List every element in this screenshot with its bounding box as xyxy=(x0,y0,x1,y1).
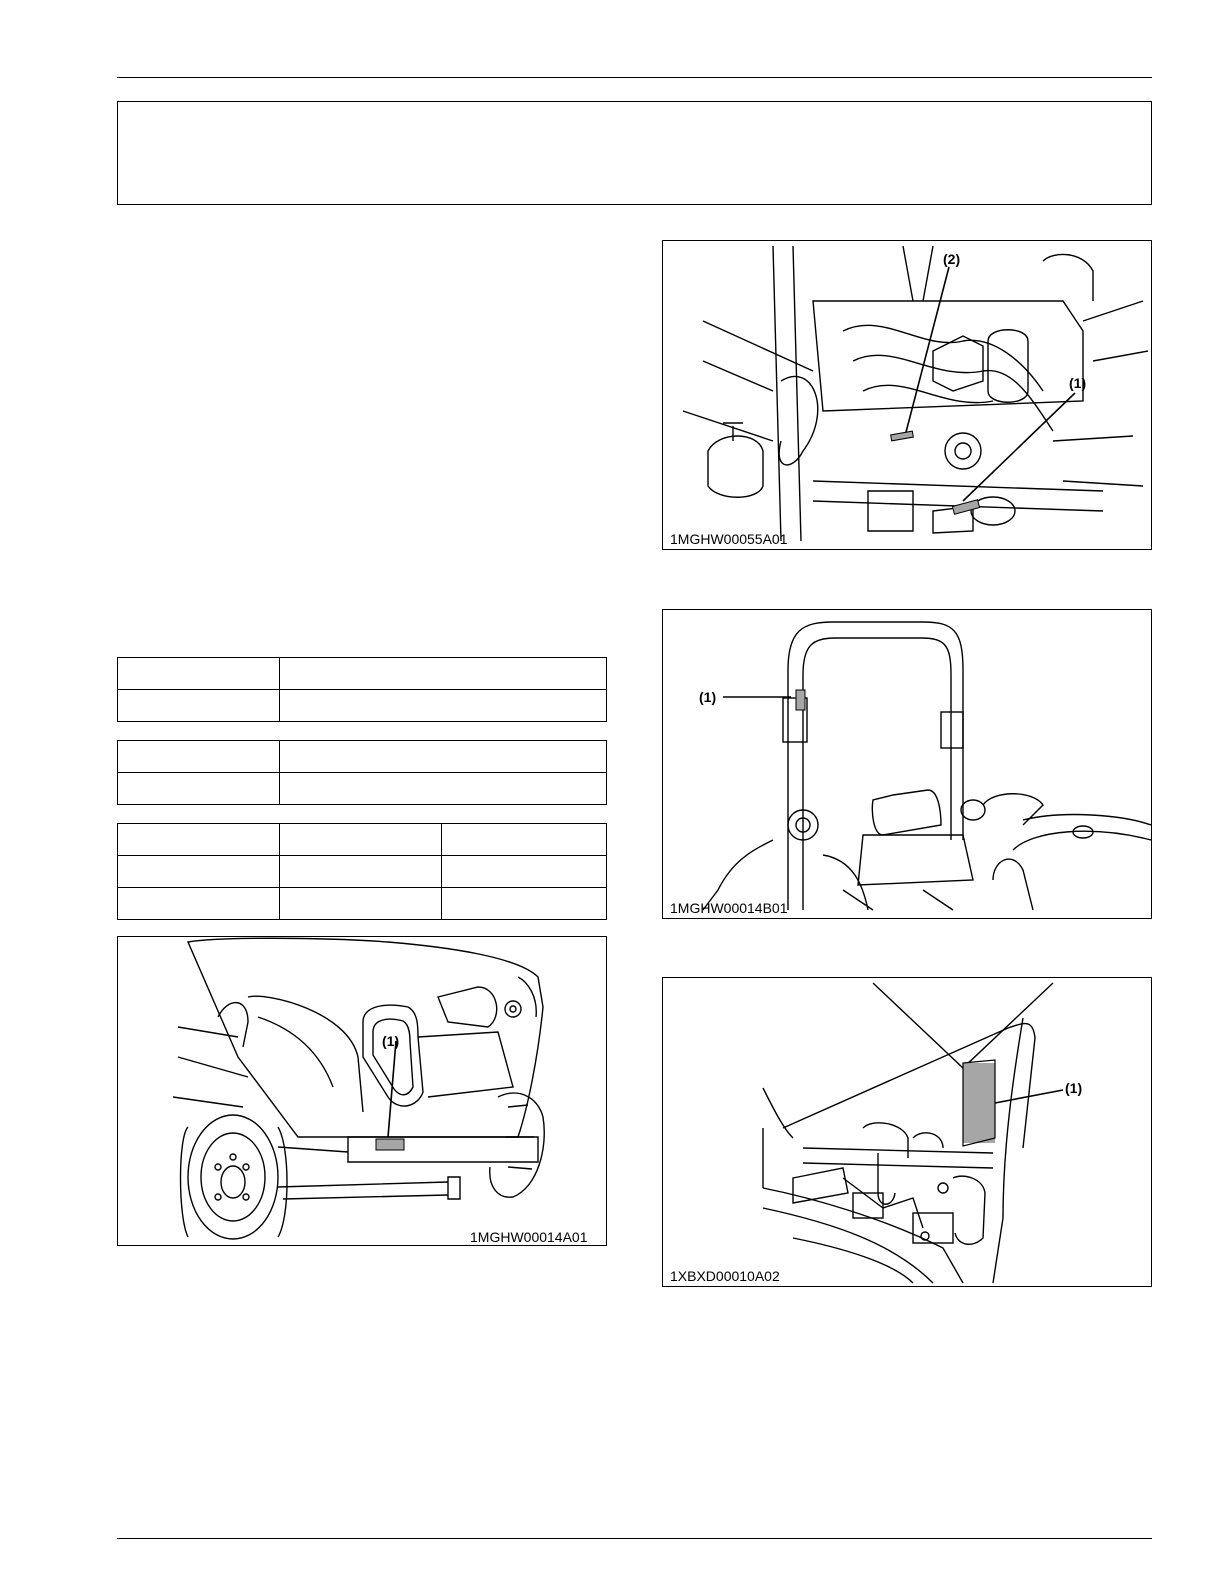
table-cell xyxy=(118,690,280,722)
label-marker-1 xyxy=(796,690,805,710)
figure-id: 1XBXD00010A02 xyxy=(670,1268,780,1284)
callout-2: (2) xyxy=(943,251,961,267)
label-marker-2 xyxy=(891,431,914,441)
figure-open-hood xyxy=(662,977,1152,1287)
table-1 xyxy=(117,657,607,722)
label-marker-1 xyxy=(952,500,979,514)
table-cell xyxy=(280,856,442,888)
table-row xyxy=(118,690,607,722)
tractor-front-hood-illustration-icon xyxy=(118,937,606,1245)
table-cell xyxy=(442,824,607,856)
figure-tractor-front xyxy=(117,936,607,1246)
table-row xyxy=(118,658,607,690)
table-row xyxy=(118,888,607,920)
figure-rops-seat xyxy=(662,609,1152,919)
table-row xyxy=(118,773,607,805)
table-cell xyxy=(118,824,280,856)
table-row xyxy=(118,856,607,888)
figure-engine-fuel-filter xyxy=(662,240,1152,550)
table-cell xyxy=(118,856,280,888)
table-row xyxy=(118,824,607,856)
header-rule xyxy=(117,77,1152,78)
table-cell xyxy=(280,824,442,856)
figure-id: 1MGHW00014A01 xyxy=(470,1229,588,1245)
figure-id: 1MGHW00055A01 xyxy=(670,531,788,547)
table-cell xyxy=(280,741,607,773)
callout-1: (1) xyxy=(1065,1080,1083,1096)
callout-1: (1) xyxy=(699,689,717,705)
table-cell xyxy=(280,690,607,722)
table-2 xyxy=(117,740,607,805)
rops-seat-illustration-icon xyxy=(663,610,1151,918)
table-cell xyxy=(118,658,280,690)
table-cell xyxy=(118,773,280,805)
table-cell xyxy=(280,658,607,690)
notice-box xyxy=(117,101,1152,205)
callout-1: (1) xyxy=(1069,375,1087,391)
table-cell xyxy=(442,888,607,920)
figure-id: 1MGHW00014B01 xyxy=(670,900,788,916)
callout-1: (1) xyxy=(382,1033,400,1049)
table-3 xyxy=(117,823,607,920)
open-hood-engine-illustration-icon xyxy=(663,978,1151,1286)
table-row xyxy=(118,741,607,773)
label-marker-1 xyxy=(376,1139,404,1150)
footer-rule xyxy=(117,1538,1152,1539)
table-cell xyxy=(280,888,442,920)
table-cell xyxy=(118,888,280,920)
engine-fuel-filter-illustration-icon xyxy=(663,241,1151,549)
table-cell xyxy=(118,741,280,773)
table-cell xyxy=(280,773,607,805)
table-cell xyxy=(442,856,607,888)
label-marker-1 xyxy=(963,1063,995,1143)
